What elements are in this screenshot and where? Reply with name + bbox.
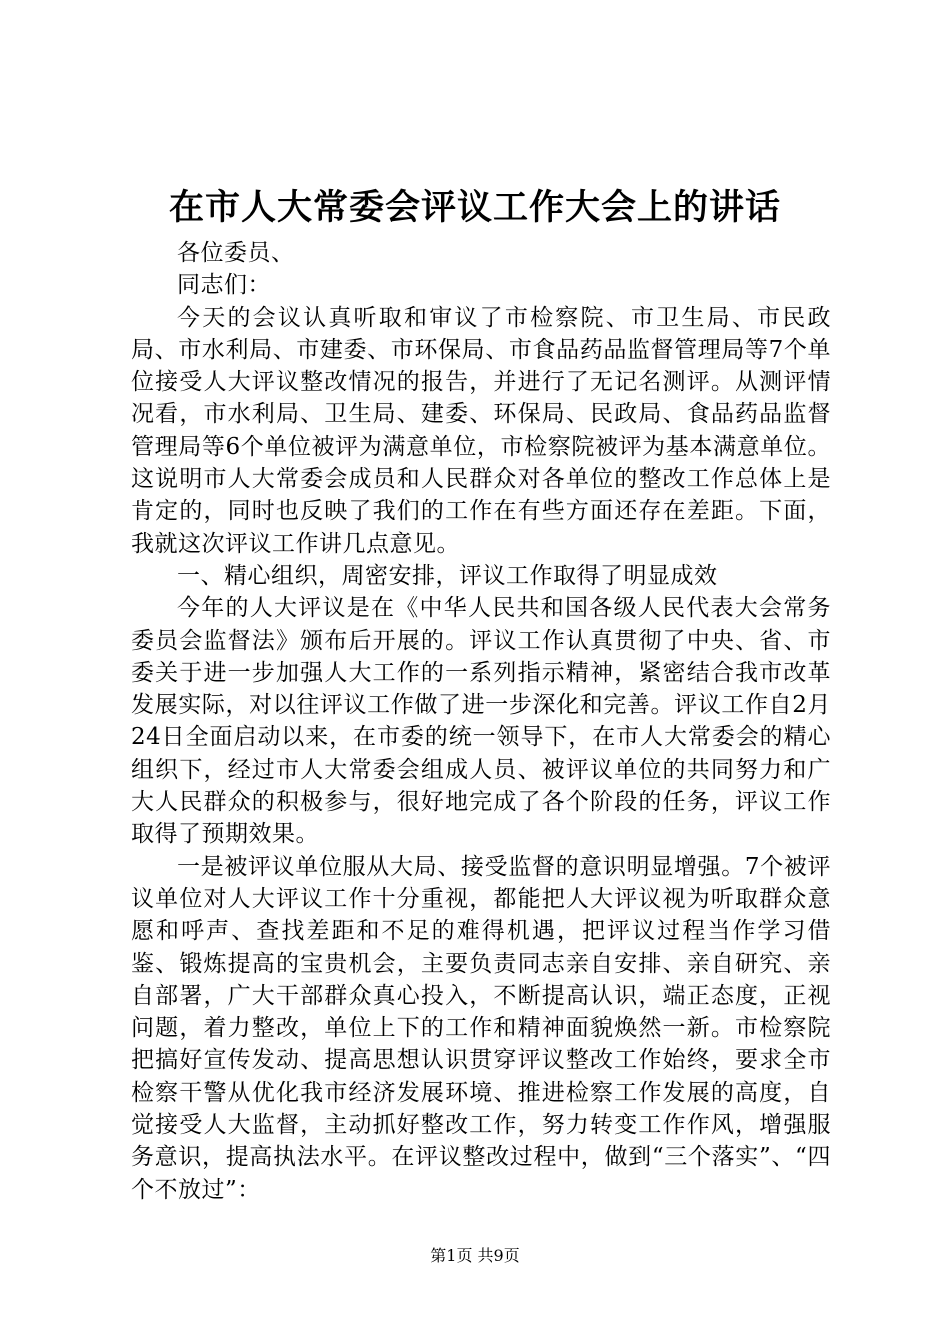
document-title: 在市人大常委会评议工作大会上的讲话 [168,187,781,228]
document-body [131,237,831,1206]
body-paragraph: 今天的会议认真听取和审议了市检察院、市卫生局、市民政局、市水利局、市建委、市环保局、市食品药品监督管理局等7个单位接受人大评议整改情况的报告，并进行了无记名测评。从测评情况看，市水利局、卫生局、建委、环保局、民政局、食品药品监督管理局等6个单位被评为满意单位，市检察院被评为基本满意单位。这说明市人大常委会成员和人民群众对各单位的整改工作总体上是肯定的，同时也反映了我们的工作在有些方面还存在差距。下面，我就这次评议工作讲几点意见。 [131,304,831,557]
page-number: 第1页 共9页 [430,1246,520,1265]
salutation-line: 各位委员、 [177,240,295,266]
salutation-line: 同志们： [177,272,271,299]
section-heading: 一、精心组织，周密安排，评议工作取得了明显成效 [177,562,718,589]
body-paragraph: 一是被评议单位服从大局、接受监督的意识明显增强。7个被评议单位对人大评议工作十分重视，都能把人大评议视为听取群众意愿和呼声、查找差距和不足的难得机遇，把评议过程当作学习借鉴、锻炼提高的宝贵机会，主要负责同志亲自安排、亲自研究、亲自部署，广大干部群众真心投入，不断提高认识，端正态度，正视问题，着力整改，单位上下的工作和精神面貌焕然一新。市检察院把搞好宣传发动、提高思想认识贯穿评议整改工作始终，要求全市检察干警从优化我市经济发展环境、推进检察工作发展的高度，自觉接受人大监督，主动抓好整改工作，努力转变工作作风，增强服务意识，提高执法水平。在评议整改过程中，做到“三个落实”、“四个不放过”： [131,853,831,1203]
body-paragraph: 今年的人大评议是在《中华人民共和国各级人民代表大会常务委员会监督法》颁布后开展的。评议工作认真贯彻了中央、省、市委关于进一步加强人大工作的一系列指示精神，紧密结合我市改革发展实际，对以往评议工作做了进一步深化和完善。评议工作自2月24日全面启动以来，在市委的统一领导下，在市人大常委会的精心组织下，经过市人大常委会组成人员、被评议单位的共同努力和广大人民群众的积极参与，很好地完成了各个阶段的任务，评议工作取得了预期效果。 [131,595,831,848]
